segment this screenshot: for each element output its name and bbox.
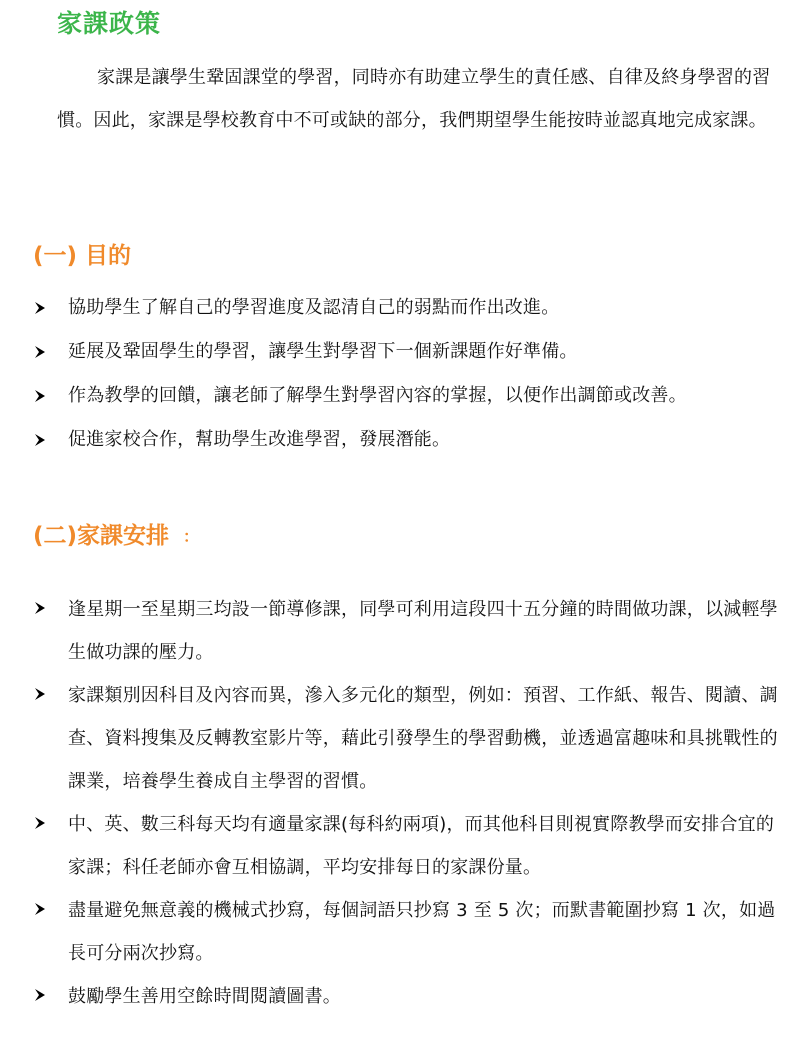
arrowhead-bullet-icon — [34, 803, 46, 889]
list-item — [0, 374, 800, 418]
arrowhead-bullet-icon — [34, 588, 46, 674]
list-item — [0, 330, 800, 374]
arrowhead-bullet-icon — [34, 889, 46, 975]
arrowhead-bullet-icon — [34, 975, 46, 1018]
list-item-text: 逢星期一至星期三均設一節導修課，同學可利用這段四十五分鐘的時間做功課，以減輕學生做功課的壓力。 — [68, 599, 778, 663]
arrangement-list — [0, 588, 800, 1018]
list-item-text: 家課類別因科目及內容而異，滲入多元化的類型，例如：預習、工作紙、報告、閱讀、調查、資料搜集及反轉教室影片等，藉此引發學生的學習動機，並透過富趣味和具挑戰性的課業，培養學生養成自主學習的習慣。 — [68, 685, 778, 792]
list-item-text: 鼓勵學生善用空餘時間閱讀圖書。 — [68, 986, 341, 1007]
list-item-text: 促進家校合作，幫助學生改進學習，發展潛能。 — [68, 429, 451, 450]
arrowhead-bullet-icon — [34, 286, 46, 330]
section-heading-purpose-text: (一) 目的 — [33, 243, 132, 269]
list-item-text: 作為教學的回饋，讓老師了解學生對學習內容的掌握，以便作出調節或改善。 — [68, 385, 687, 406]
list-item — [0, 889, 800, 975]
section-heading-colon: ： — [183, 526, 200, 546]
list-item-text: 協助學生了解自己的學習進度及認清自己的弱點而作出改進。 — [68, 297, 560, 318]
arrowhead-bullet-icon — [34, 374, 46, 418]
arrowhead-bullet-icon — [34, 330, 46, 374]
list-item — [0, 975, 800, 1018]
section-heading-arrangement — [33, 521, 199, 552]
purpose-list — [0, 286, 800, 462]
list-item — [0, 674, 800, 803]
list-item — [0, 418, 800, 462]
list-item-text: 延展及鞏固學生的學習，讓學生對學習下一個新課題作好準備。 — [68, 341, 578, 362]
arrowhead-bullet-icon — [34, 674, 46, 803]
section-heading-purpose — [33, 241, 131, 271]
page-title: 家課政策 — [57, 9, 162, 38]
intro-paragraph: 家課是讓學生鞏固課堂的學習，同時亦有助建立學生的責任感、自律及終身學習的習慣。因此，家課是學校教育中不可或缺的部分，我們期望學生能按時並認真地完成家課。 — [57, 67, 771, 131]
list-item — [0, 588, 800, 674]
list-item-text: 中、英、數三科每天均有適量家課(每科約兩項)，而其他科目則視實際教學而安排合宜的家課；科任老師亦會互相協調，平均安排每日的家課份量。 — [68, 814, 775, 878]
list-item — [0, 803, 800, 889]
section-heading-arrangement-text: (二)家課安排 — [33, 523, 170, 549]
arrowhead-bullet-icon — [34, 418, 46, 462]
list-item — [0, 286, 800, 330]
list-item-text: 盡量避免無意義的機械式抄寫，每個詞語只抄寫 3 至 5 次；而默書範圍抄寫 1 次，如過長可分兩次抄寫。 — [68, 900, 776, 964]
